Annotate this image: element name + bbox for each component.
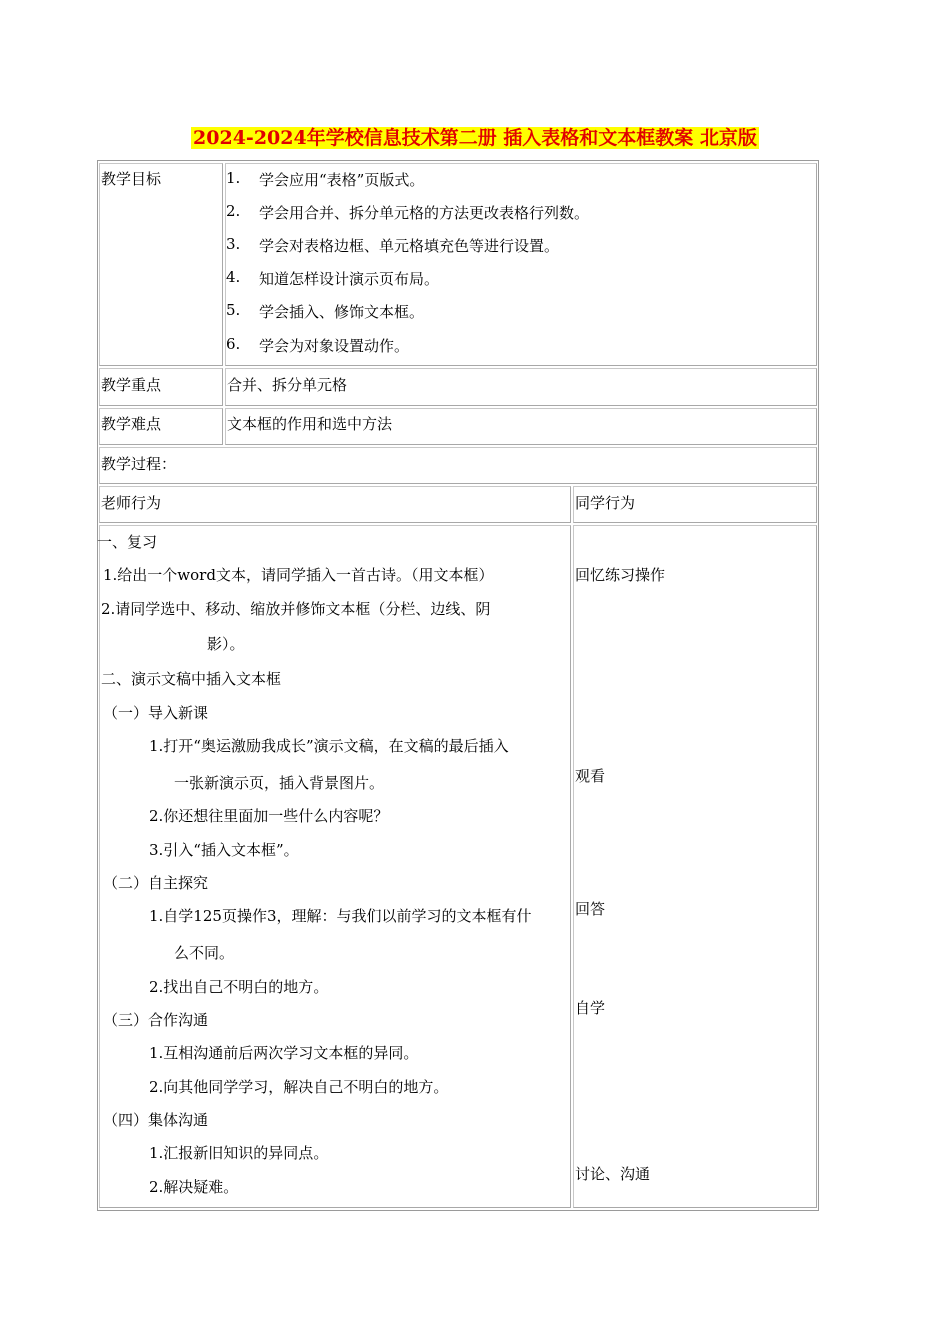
student-actions-cell [573, 525, 817, 1208]
teacher-line-1: 一、复习 [97, 533, 158, 551]
teacher-line-11: （二）自主探究 [103, 874, 209, 892]
objective-num-6: 6. [226, 335, 241, 353]
objective-num-2: 2. [226, 202, 241, 220]
difficulty-label: 教学难点 [101, 415, 162, 433]
objectives-label: 教学目标 [101, 170, 162, 188]
objective-item-1: 学会应用“表格”页版式。 [259, 171, 425, 189]
teacher-line-2: 1.给出一个word文本，请同学插入一首古诗。（用文本框） [103, 566, 494, 584]
key-point-label: 教学重点 [101, 376, 162, 394]
objective-item-4: 知道怎样设计演示页布局。 [259, 270, 440, 288]
teacher-line-16: 1.互相沟通前后两次学习文本框的异同。 [149, 1044, 419, 1062]
objective-item-3: 学会对表格边框、单元格填充色等进行设置。 [259, 237, 560, 255]
teacher-line-4: 影）。 [207, 635, 245, 653]
teacher-line-3: 2.请同学选中、移动、缩放并修饰文本框（分栏、边线、阴 [101, 600, 491, 618]
objective-item-6: 学会为对象设置动作。 [259, 337, 410, 355]
document-title: 2024-2024年学校信息技术第二册 插入表格和文本框教案 北京版 [193, 127, 757, 149]
objective-num-5: 5. [226, 301, 241, 319]
difficulty-value: 文本框的作用和选中方法 [227, 415, 393, 433]
student-note-3: 回答 [575, 900, 606, 918]
teacher-line-17: 2.向其他同学学习，解决自己不明白的地方。 [149, 1078, 449, 1096]
teacher-line-12: 1.自学125页操作3，理解：与我们以前学习的文本框有什 [149, 907, 532, 925]
student-note-4: 自学 [575, 999, 606, 1017]
teacher-actions-cell [99, 525, 571, 1208]
objectives-label-cell [99, 163, 223, 366]
teacher-line-5: 二、演示文稿中插入文本框 [101, 670, 282, 688]
objective-num-4: 4. [226, 268, 241, 286]
process-label-cell [99, 447, 817, 484]
teacher-line-15: （三）合作沟通 [103, 1011, 209, 1029]
objective-num-3: 3. [226, 235, 241, 253]
key-point-value: 合并、拆分单元格 [227, 376, 348, 394]
teacher-header-cell [99, 486, 571, 523]
teacher-line-19: 1.汇报新旧知识的异同点。 [149, 1144, 329, 1162]
teacher-line-18: （四）集体沟通 [103, 1111, 209, 1129]
objective-item-2: 学会用合并、拆分单元格的方法更改表格行列数。 [259, 204, 590, 222]
teacher-line-10: 3.引入“插入文本框”。 [149, 841, 299, 859]
student-note-5: 讨论、沟通 [575, 1165, 651, 1183]
student-header: 同学行为 [575, 494, 636, 512]
student-note-1: 回忆练习操作 [575, 566, 666, 584]
teacher-line-13: 么不同。 [174, 944, 235, 962]
teacher-line-7: 1.打开“奥运激励我成长”演示文稿，在文稿的最后插入 [149, 737, 509, 755]
student-note-2: 观看 [575, 767, 606, 785]
teacher-line-8: 一张新演示页，插入背景图片。 [174, 774, 385, 792]
teacher-header: 老师行为 [101, 494, 162, 512]
objective-item-5: 学会插入、修饰文本框。 [259, 303, 425, 321]
process-label: 教学过程： [101, 455, 177, 473]
teacher-line-9: 2.你还想往里面加一些什么内容呢？ [149, 807, 389, 825]
teacher-line-6: （一）导入新课 [103, 704, 209, 722]
teacher-line-14: 2.找出自己不明白的地方。 [149, 978, 329, 996]
objective-num-1: 1. [226, 169, 241, 187]
teacher-line-20: 2.解决疑难。 [149, 1178, 239, 1196]
